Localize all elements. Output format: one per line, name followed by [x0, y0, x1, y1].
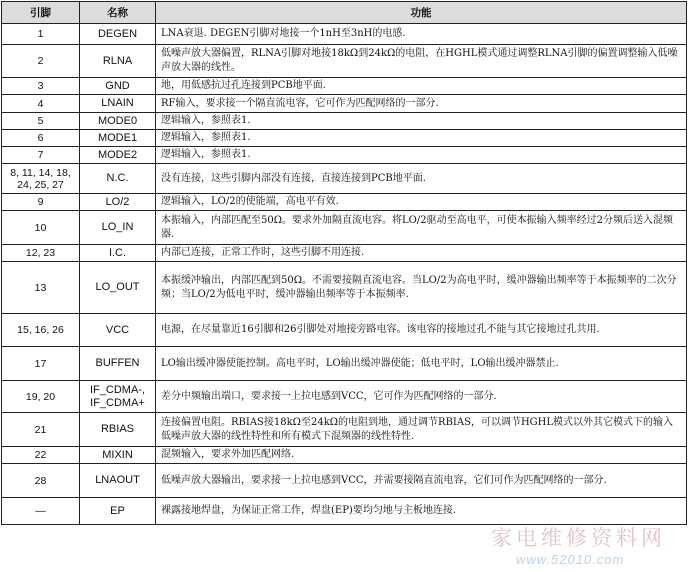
- pin-cell: 7: [2, 147, 80, 164]
- pin-cell: 19, 20: [2, 381, 80, 413]
- pin-cell: 10: [2, 211, 80, 245]
- table-row: [2, 314, 687, 347]
- name-cell: IF_CDMA-, IF_CDMA+: [80, 381, 156, 413]
- name-cell: MODE0: [80, 113, 156, 130]
- table-row: [2, 245, 687, 262]
- function-cell: 没有连接，这些引脚内部没有连接，直接连接到PCB地平面.: [156, 164, 687, 194]
- watermark-url: www.52010.com: [516, 552, 625, 567]
- pin-cell: 6: [2, 130, 80, 147]
- name-cell: VCC: [80, 314, 156, 347]
- function-cell: 逻辑输入，参照表1.: [156, 113, 687, 130]
- name-cell: RLNA: [80, 45, 156, 78]
- header-pin: 引脚: [2, 2, 80, 24]
- pin-cell: 15, 16, 26: [2, 314, 80, 347]
- table-row: [2, 464, 687, 498]
- pin-cell: 9: [2, 194, 80, 211]
- function-cell: 低噪声放大器输出，要求接一上拉电感到VCC，并需要接隔直流电容，它们可作为匹配网络的一部分.: [156, 464, 687, 498]
- function-cell: LO输出缓冲器使能控制。高电平时，LO输出缓冲器使能；低电平时，LO输出缓冲器禁止.: [156, 347, 687, 381]
- function-cell: 裸露接地焊盘，为保证正常工作，焊盘(EP)要均匀地与主板地连接.: [156, 498, 687, 525]
- name-cell: LO/2: [80, 194, 156, 211]
- table-row: [2, 413, 687, 447]
- pin-cell: 5: [2, 113, 80, 130]
- name-cell: GND: [80, 78, 156, 95]
- name-cell: LO_OUT: [80, 262, 156, 314]
- name-cell: LNAIN: [80, 95, 156, 113]
- name-cell: LNAOUT: [80, 464, 156, 498]
- header-name: 名称: [80, 2, 156, 24]
- name-cell: EP: [80, 498, 156, 525]
- table-row: [2, 498, 687, 525]
- function-cell: 连接偏置电阻。RBIAS接18kΩ至24kΩ的电阻到地，通过调节RBIAS，可以调节HGHL模式以外其它模式下的输入低噪声放大器的线性特性和所有模式下混频器的线性特性.: [156, 413, 687, 447]
- pin-function-table: [1, 1, 687, 525]
- table-header-row: [2, 2, 687, 24]
- function-cell: 混频输入，要求外加匹配网络.: [156, 447, 687, 464]
- pin-cell: 2: [2, 45, 80, 78]
- table-row: [2, 130, 687, 147]
- table-row: [2, 262, 687, 314]
- name-cell: BUFFEN: [80, 347, 156, 381]
- pin-cell: 4: [2, 95, 80, 113]
- function-cell: 地，用低感抗过孔连接到PCB地平面.: [156, 78, 687, 95]
- function-cell: 本振缓冲输出，内部匹配到50Ω。不需要接隔直流电容。当LO/2为高电平时，缓冲器输出频率等于本振频率的二次分频；当LO/2为低电平时，缓冲器输出频率等于本振频率.: [156, 262, 687, 314]
- function-cell: 电源，在尽量靠近16引脚和26引脚处对地接旁路电容。该电容的接地过孔不能与其它接地过孔共用.: [156, 314, 687, 347]
- table-row: [2, 211, 687, 245]
- name-cell: I.C.: [80, 245, 156, 262]
- function-cell: 内部已连接，正常工作时，这些引脚不用连接.: [156, 245, 687, 262]
- table-row: [2, 381, 687, 413]
- table-row: [2, 147, 687, 164]
- table-row: [2, 24, 687, 45]
- table-row: [2, 447, 687, 464]
- function-cell: 本振输入，内部匹配至50Ω。要求外加隔直流电容。将LO/2驱动至高电平，可使本振输入频率经过2分频后送入混频器.: [156, 211, 687, 245]
- name-cell: MIXIN: [80, 447, 156, 464]
- watermark-site-name: 家电维修资料网: [491, 526, 666, 550]
- name-cell: MODE1: [80, 130, 156, 147]
- table-row: [2, 78, 687, 95]
- name-cell: MODE2: [80, 147, 156, 164]
- pin-cell: 13: [2, 262, 80, 314]
- table-row: [2, 347, 687, 381]
- table-row: [2, 113, 687, 130]
- name-cell: RBIAS: [80, 413, 156, 447]
- name-cell: LO_IN: [80, 211, 156, 245]
- pin-cell: 1: [2, 24, 80, 45]
- pin-cell: 3: [2, 78, 80, 95]
- table-row: [2, 95, 687, 113]
- header-function: 功能: [156, 2, 687, 24]
- table-row: [2, 45, 687, 78]
- name-cell: DEGEN: [80, 24, 156, 45]
- function-cell: 逻辑输入，参照表1.: [156, 130, 687, 147]
- function-cell: 低噪声放大器偏置，RLNA引脚对地接18kΩ到24kΩ的电阻，在HGHL模式通过调整RLNA引脚的偏置调整输入低噪声放大器的线性。: [156, 45, 687, 78]
- pin-cell: 22: [2, 447, 80, 464]
- pin-cell: 28: [2, 464, 80, 498]
- function-cell: RF输入，要求接一个隔直流电容，它可作为匹配网络的一部分.: [156, 95, 687, 113]
- table-row: [2, 194, 687, 211]
- function-cell: 逻辑输入，参照表1.: [156, 147, 687, 164]
- pin-cell: —: [2, 498, 80, 525]
- table-row: [2, 164, 687, 194]
- function-cell: 逻辑输入，LO/2的使能端，高电平有效.: [156, 194, 687, 211]
- pin-cell: 12, 23: [2, 245, 80, 262]
- pin-cell: 8, 11, 14, 18, 24, 25, 27: [2, 164, 80, 194]
- function-cell: LNA衰退. DEGEN引脚对地接一个1nH至3nH的电感.: [156, 24, 687, 45]
- pin-cell: 21: [2, 413, 80, 447]
- function-cell: 差分中频输出端口，要求接一上拉电感到VCC，它可作为匹配网络的一部分.: [156, 381, 687, 413]
- pin-cell: 17: [2, 347, 80, 381]
- name-cell: N.C.: [80, 164, 156, 194]
